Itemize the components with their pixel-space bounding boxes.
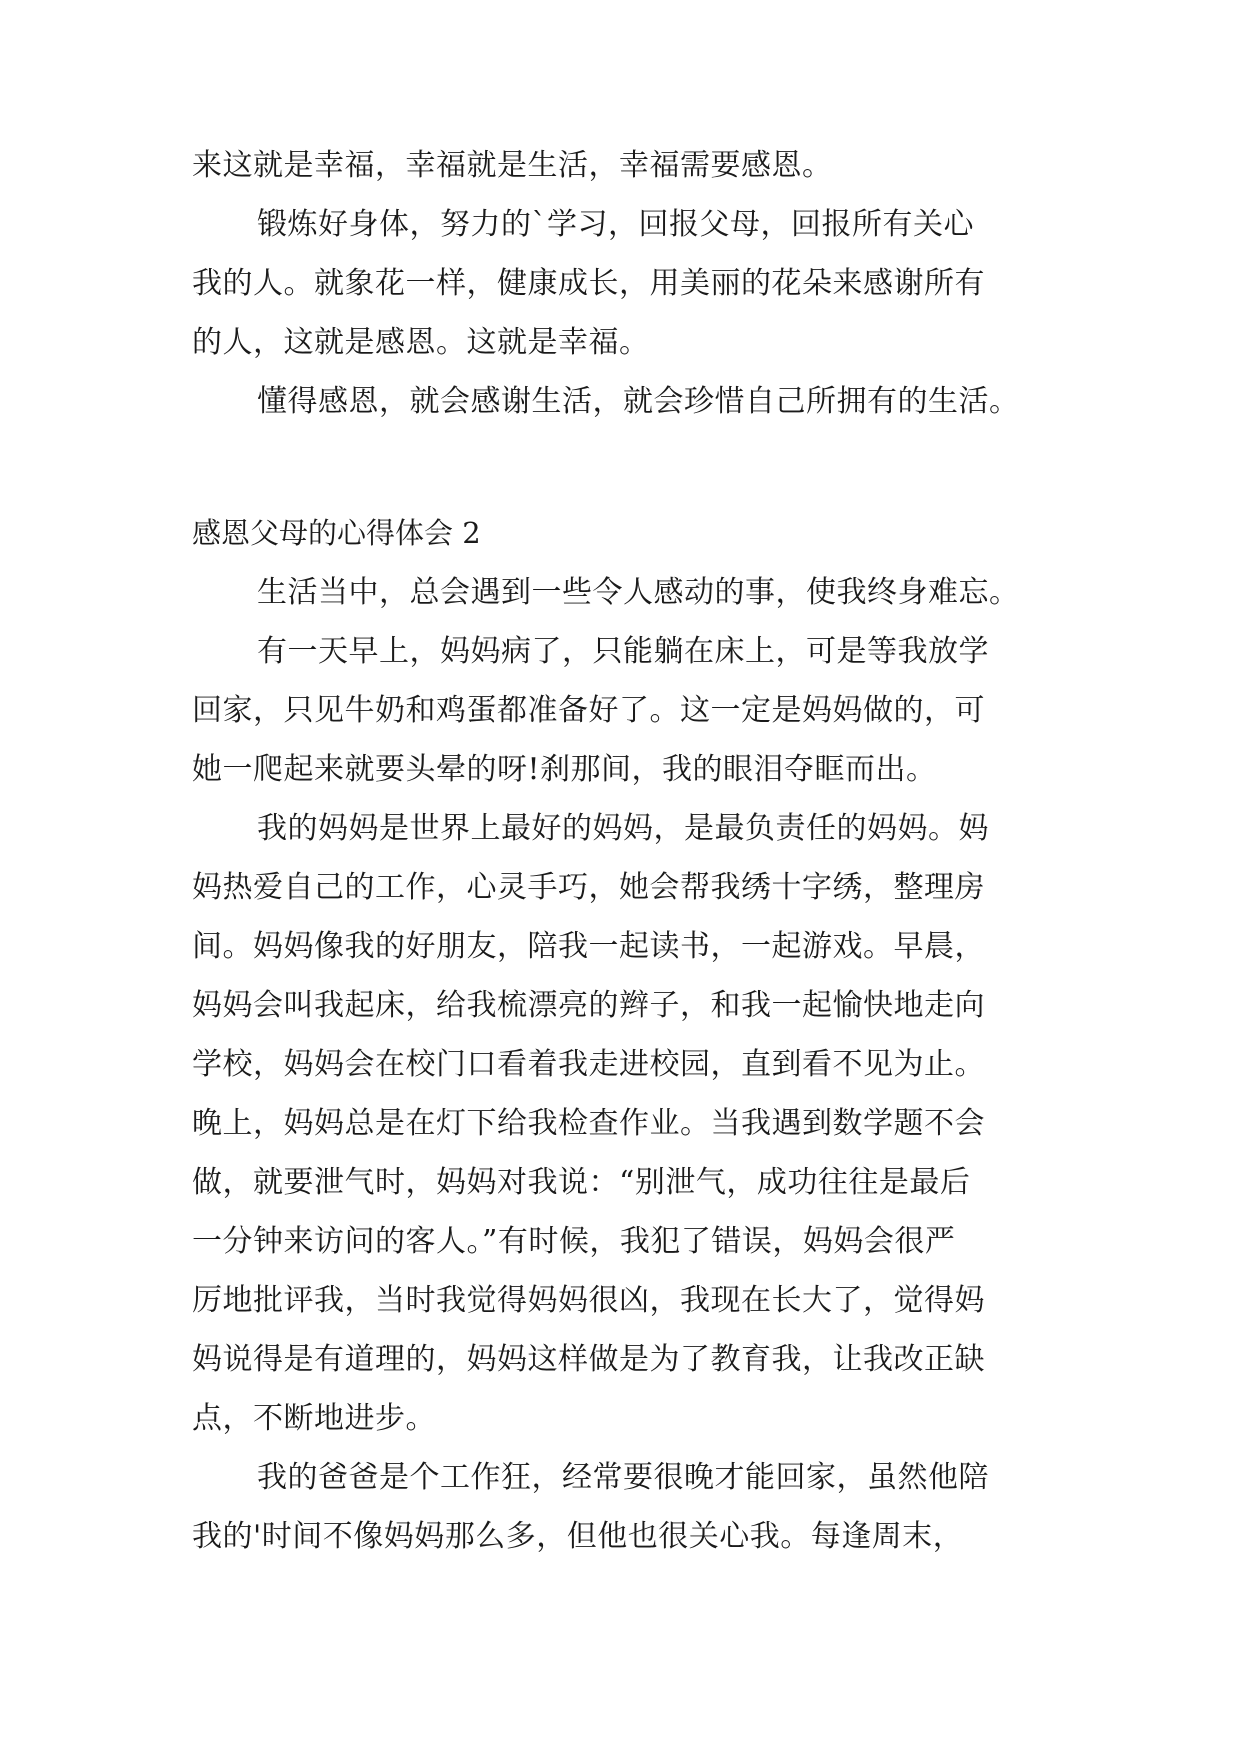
paragraph-6 bbox=[192, 799, 1072, 1448]
text-line: 有一天早上，妈妈病了，只能躺在床上，可是等我放学 bbox=[257, 634, 989, 669]
section-heading bbox=[192, 504, 1072, 563]
text-line: 学校，妈妈会在校门口看着我走进校园，直到看不见为止。 bbox=[192, 1047, 985, 1082]
text-line: 妈热爱自己的工作，心灵手巧，她会帮我绣十字绣，整理房 bbox=[192, 870, 985, 905]
text-line: 的人，这就是感恩。这就是幸福。 bbox=[192, 325, 650, 360]
text-line: 锻炼好身体，努力的`学习，回报父母，回报所有关心 bbox=[257, 207, 974, 242]
paragraph-5 bbox=[192, 622, 1072, 799]
text-line: 懂得感恩，就会感谢生活，就会珍惜自己所拥有的生活。 bbox=[257, 384, 1020, 419]
paragraph-2 bbox=[192, 195, 1072, 372]
heading-text: 感恩父母的心得体会 2 bbox=[192, 516, 481, 550]
text-line: 生活当中，总会遇到一些令人感动的事，使我终身难忘。 bbox=[257, 575, 1020, 610]
paragraph-3 bbox=[192, 372, 1072, 431]
text-line: 我的'时间不像妈妈那么多，但他也很关心我。每逢周末， bbox=[192, 1519, 964, 1554]
text-line: 妈妈会叫我起床，给我梳漂亮的辫子，和我一起愉快地走向 bbox=[192, 988, 985, 1023]
text-line: 一分钟来访问的客人。”有时候，我犯了错误，妈妈会很严 bbox=[192, 1224, 956, 1259]
text-line: 我的妈妈是世界上最好的妈妈，是最负责任的妈妈。妈 bbox=[257, 811, 989, 846]
text-line: 妈说得是有道理的，妈妈这样做是为了教育我，让我改正缺 bbox=[192, 1342, 985, 1377]
paragraph-7 bbox=[192, 1448, 1072, 1566]
paragraph-1 bbox=[192, 136, 1072, 195]
text-line: 我的人。就象花一样，健康成长，用美丽的花朵来感谢所有 bbox=[192, 266, 985, 301]
text-line: 回家，只见牛奶和鸡蛋都准备好了。这一定是妈妈做的，可 bbox=[192, 693, 985, 728]
text-line: 我的爸爸是个工作狂，经常要很晚才能回家，虽然他陪 bbox=[257, 1460, 989, 1495]
text-line: 做，就要泄气时，妈妈对我说：“别泄气，成功往往是最后 bbox=[192, 1165, 971, 1200]
text-line: 厉地批评我，当时我觉得妈妈很凶，我现在长大了，觉得妈 bbox=[192, 1283, 985, 1318]
text-line: 点，不断地进步。 bbox=[192, 1401, 436, 1436]
text-line: 间。妈妈像我的好朋友，陪我一起读书，一起游戏。早晨， bbox=[192, 929, 985, 964]
text-line: 来这就是幸福，幸福就是生活，幸福需要感恩。 bbox=[192, 148, 833, 183]
text-line: 晚上，妈妈总是在灯下给我检查作业。当我遇到数学题不会 bbox=[192, 1106, 985, 1141]
text-line: 她一爬起来就要头晕的呀!刹那间，我的眼泪夺眶而出。 bbox=[192, 752, 937, 787]
paragraph-4 bbox=[192, 563, 1072, 622]
